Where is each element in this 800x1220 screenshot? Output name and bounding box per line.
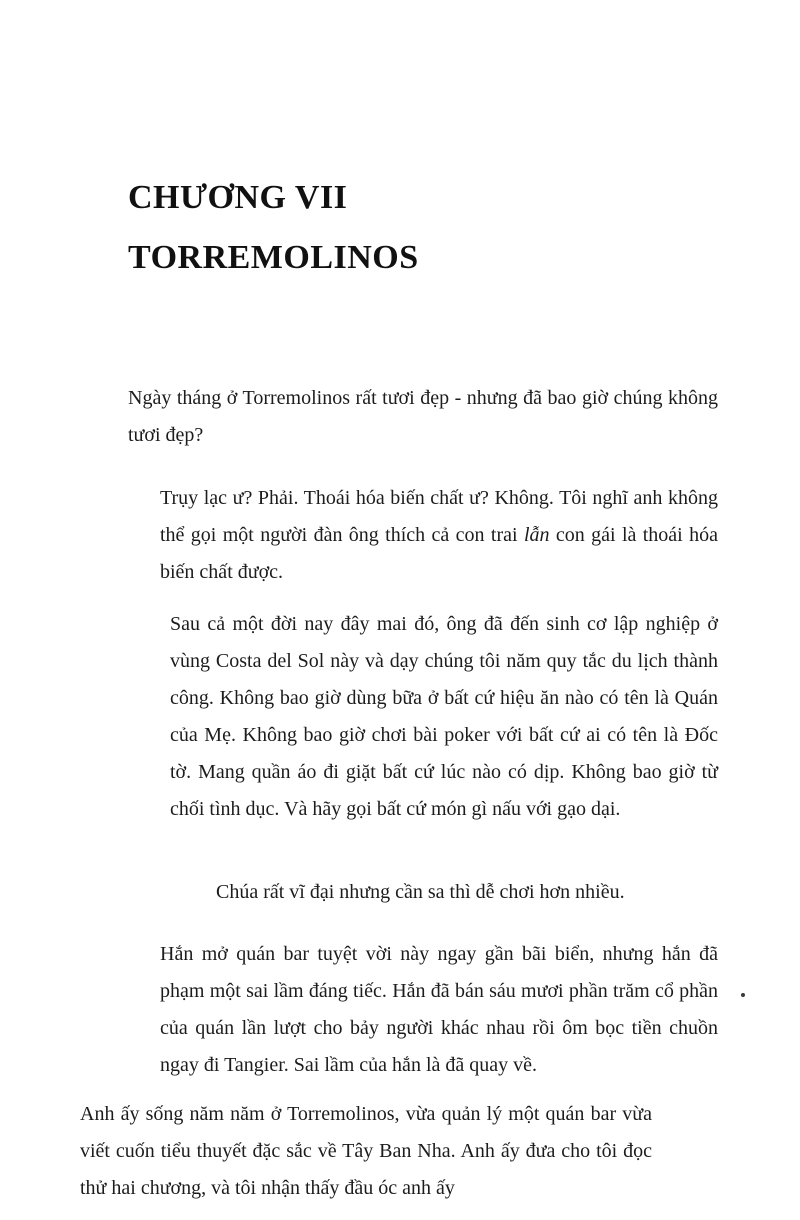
- paragraph-quote-1-after: con gái là thoái hóa biến chất được.: [160, 524, 718, 583]
- paragraph-quote-1: [160, 480, 718, 591]
- paragraph-body: Anh ấy sống năm năm ở Torremolinos, vừa quản lý một quán bar vừa viết cuốn tiểu thuyết đặc sắc về Tây Ban Nha. Anh ấy đưa cho tôi đọc thử hai chương, và tôi nhận thấy đầu óc anh ấy: [80, 1103, 652, 1199]
- paragraph-intro: Ngày tháng ở Torremolinos rất tươi đẹp - nhưng đã bao giờ chúng không tươi đẹp?: [128, 387, 718, 446]
- chapter-heading: [128, 168, 419, 288]
- chapter-number: CHƯƠNG VII: [128, 179, 348, 216]
- paragraph-quote-2: Sau cả một đời nay đây mai đó, ông đã đến sinh cơ lập nghiệp ở vùng Costa del Sol này và dạy chúng tôi năm quy tắc du lịch thành công. Không bao giờ dùng bữa ở bất cứ hiệu ăn nào có tên là Quán của Mẹ. Không bao giờ chơi bài poker với bất cứ ai có tên là Đốc tờ. Mang quần áo đi giặt bất cứ lúc nào có dịp. Không bao giờ từ chối tình dục. Và hãy gọi bất cứ món gì nấu với gạo dại.: [170, 613, 718, 820]
- scan-artifact-dot: [741, 993, 745, 997]
- paragraph-quote-4: Hắn mở quán bar tuyệt vời này ngay gần bãi biển, nhưng hắn đã phạm một sai lầm đáng tiếc. Hắn đã bán sáu mươi phần trăm cổ phần của quán lần lượt cho bảy người khác nhau rồi ôm bọc tiền chuồn ngay đi Tangier. Sai lầm của hắn là đã quay về.: [160, 943, 718, 1076]
- paragraph-quote-1-italic: lẫn: [523, 524, 550, 546]
- paragraph-quote-1-before: Trụy lạc ư? Phải. Thoái hóa biến chất ư? Không. Tôi nghĩ anh không thể gọi một người đàn ông thích cả con trai: [160, 487, 718, 546]
- paragraph-quote-3: Chúa rất vĩ đại nhưng cần sa thì dễ chơi hơn nhiều.: [216, 881, 625, 903]
- chapter-title: TORREMOLINOS: [128, 239, 419, 276]
